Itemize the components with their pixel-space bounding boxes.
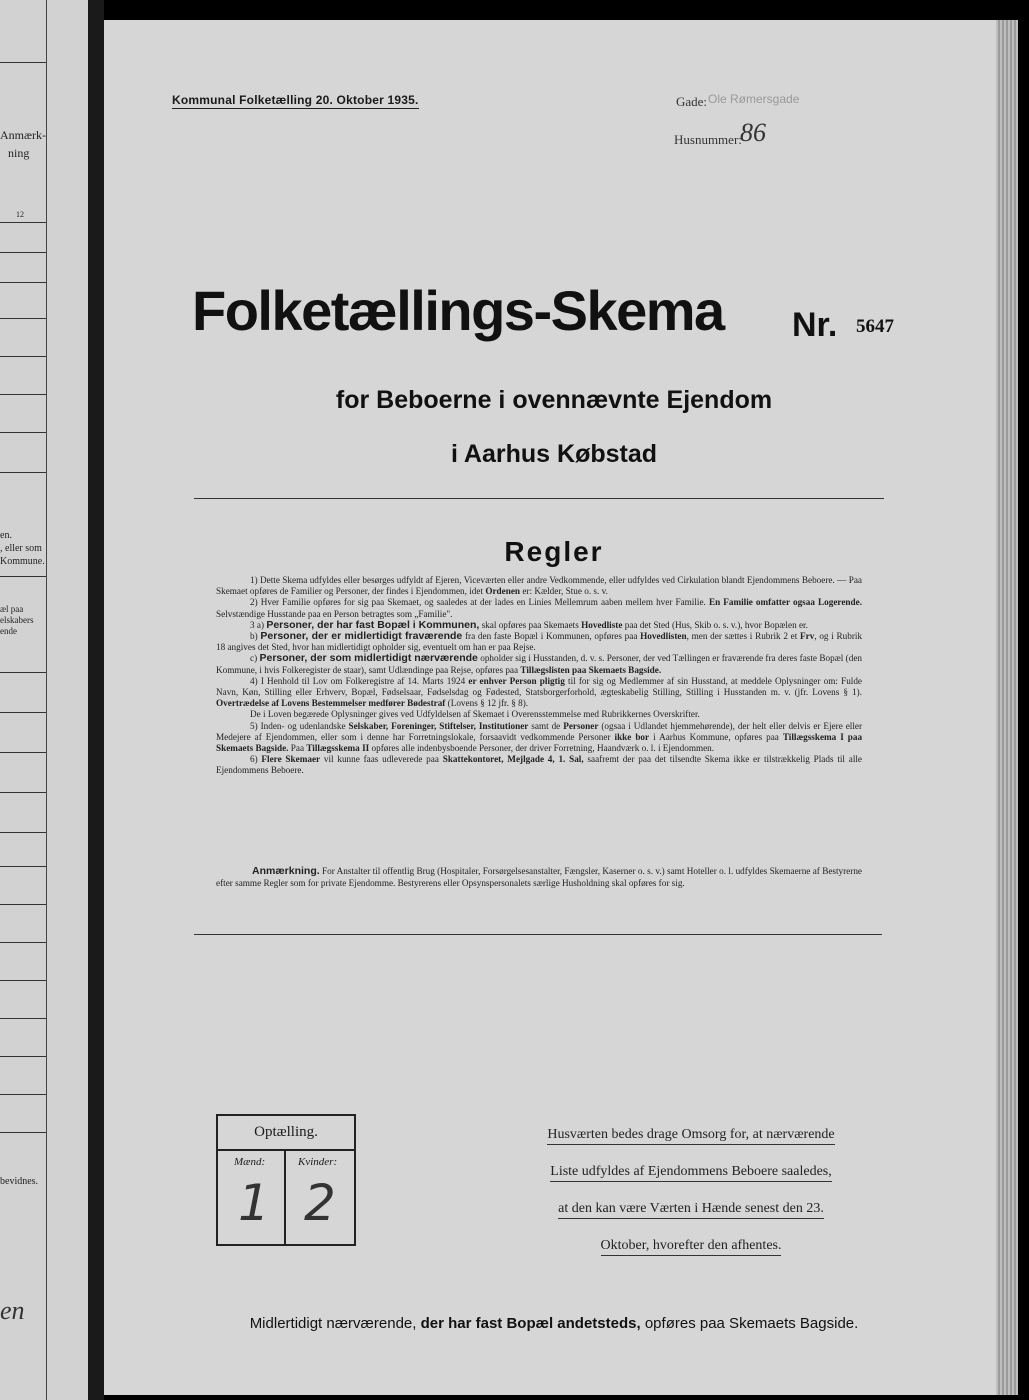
rule-2: 2) Hver Familie opføres for sig paa Skemaet, og saaledes at der lades en Linies Mellemrum aaben mellem hver Familie. En Familie omfatter ogsaa Logerende. Selvstændige Husstande paa en Person betragtes som „Familie". [216,597,862,619]
left-rule [0,1056,46,1057]
left-rule [0,318,46,319]
notice-line: Liste udfyldes af Ejendommens Beboere saaledes, [550,1163,831,1182]
left-handwriting: en [0,1296,25,1325]
left-rule [0,62,46,63]
landlord-notice [522,1120,860,1268]
footer-note: Midlertidigt nærværende, der har fast Bopæl andetsteds, opføres paa Skemaets Bagside. [249,1315,859,1332]
note-body: For Anstalter til offentlig Brug (Hospitaler, Forsørgelsesanstalter, Fængsler, Kaserner o. s. v.) samt Hoteller o. l. udfyldes Skemaerne af Bestyrerne efter samme Regler som for private Ejendomme. Bestyrerens eller Opsynspersonalets særlige Husholdning skal opføres for sig. [216,866,862,888]
left-rule [0,672,46,673]
street-value: Ole Rømersgade [708,92,800,106]
left-rule [0,752,46,753]
left-rule [0,712,46,713]
left-rule [0,942,46,943]
men-label: Mænd: [234,1156,266,1168]
left-fragment: ende [0,626,17,636]
census-form-page [104,20,1004,1395]
count-box-rule [284,1150,286,1246]
left-fragment: ning [8,146,30,160]
left-page-divider [46,0,47,1400]
census-heading: Kommunal Folketælling 20. Oktober 1935. [172,93,419,107]
rule-3c: c) Personer, der som midlertidigt nærværende opholder sig i Husstanden, d. v. s. Personer, der ved Tællingen er fraværende fra deres faste Bopæl (den Kommune, i hvis Folkeregister de staar), samt Udlændinge paa Rejse, opføres paa Tillægslisten paa Skemaets Bagside. [216,652,863,675]
form-subtitle: for Beboerne i ovennævnte Ejendom [335,386,773,414]
left-rule [0,866,46,867]
left-fragment: æl paa [0,604,24,614]
count-title: Optælling. [254,1124,318,1140]
left-rule [0,1132,46,1133]
notice-line: at den kan være Værten i Hænde senest den 23. [558,1200,824,1219]
left-rule [0,432,46,433]
left-fragment: bevidnes. [0,1176,39,1187]
note-text [216,866,862,889]
notice-line: Oktober, hvorefter den afhentes. [601,1237,782,1256]
left-fragment: Kommune. [0,556,45,567]
left-rule [0,904,46,905]
note-heading: Anmærkning. [252,865,320,877]
left-rule [0,1094,46,1095]
men-count: 1 [238,1174,270,1232]
street-label: Gade: [676,94,708,109]
rule-3a: 3 a) Personer, der har fast Bopæl i Kommunen, skal opføres paa Skemaets Hovedliste paa det Sted (Hus, Skib o. s. v.), hvor Bopælen er. [250,618,808,631]
house-number-label: Husnummer: [674,132,742,147]
left-rule [0,980,46,981]
rules-title: Regler [504,536,604,567]
form-number-value: 5647 [856,316,894,337]
count-box [216,1114,356,1246]
rule-5: 5) Inden- og udenlandske Selskaber, Foreninger, Stiftelser, Institutioner samt de Personer (ogsaa i Udlandet hjemmehørende), der helt eller delvis er Ejere eller Medejere af Ejendommen, eller som i denne har Forretningslokale, forsaavidt vedkommende Personer ikke bor i Aarhus Kommune, opføres paa Tillægsskema I paa Skemaets Bagside. Paa Tillægsskema II opføres alle indenbysboende Personer, der driver Forretning, Haandværk o. l. i Ejendommen. [216,720,863,754]
left-rule [0,472,46,473]
rules-text [216,575,862,777]
divider [194,934,882,935]
left-rule [0,832,46,833]
form-subtitle-city: i Aarhus Købstad [450,440,658,468]
left-fragment: elskabers [0,615,34,625]
left-fragment: , eller som [0,543,42,554]
rule-1: 1) Dette Skema udfyldes eller besørges udfyldt af Ejeren, Viceværten eller andre Vedkommende, eller udfyldes ved Cirkulation blandt Ejendommens Beboere. — Paa Skemaet opføres de Familier og Personer, der findes i Ejendommen, idet Ordenen er: Kælder, Stue o. s. v. [216,575,862,597]
rule-6: 6) Flere Skemaer vil kunne faas udleverede paa Skattekontoret, Mejlgade 4, 1. Sal, saafremt der paa det tilsendte Skema ikke er tilstrækkelig Plads til alle Ejendommens Beboere. [216,754,863,776]
left-rule [0,576,46,577]
left-fragment: 12 [16,210,24,219]
page-edge [996,20,1018,1395]
count-box-rule [218,1149,354,1151]
left-rule [0,252,46,253]
form-number-label: Nr. [792,306,838,344]
rule-4: 4) I Henhold til Lov om Folkeregistre af 14. Marts 1924 er enhver Person pligtig til for sig og Medlemmer af sin Husstand, at meddele Oplysninger om: Fulde Navn, Køn, Stilling eller Erhverv, Bopæl, Fødselsaar, Fødselsdag og Fødested, Statsborgerforhold, ægteskabelig Stilling, Stilling i Husstanden m. v. (jfr. Lovens § 1). Overtrædelse af Lovens Bestemmelser medfører Bødestraf (Lovens § 12 jfr. § 8). [216,675,863,709]
left-fragment: en. [0,530,12,541]
book-gutter [88,0,104,1400]
women-label: Kvinder: [298,1156,338,1168]
rule-3b: b) Personer, der er midlertidigt fraværende fra den faste Bopæl i Kommunen, opføres paa Hovedlisten, men der sættes i Rubrik 2 et Frv, og i Rubrik 18 angives det Sted, hvor han midlertidigt opholder sig, eventuelt om han er paa Rejse. [216,630,863,653]
women-count: 2 [304,1174,336,1232]
form-title: Folketællings-Skema [192,279,724,342]
left-rule [0,282,46,283]
left-rule [0,356,46,357]
left-rule [0,792,46,793]
left-fragment: Anmærk- [0,128,46,142]
left-rule [0,222,46,223]
notice-line: Husværten bedes drage Omsorg for, at nærværende [547,1126,834,1145]
house-number-value: 86 [740,118,766,147]
left-rule [0,1018,46,1019]
rule-4-extra: De i Loven begærede Oplysninger gives ved Udfyldelsen af Skemaet i Overensstemmelse med Rubrikkernes Overskrifter. [250,709,700,720]
left-page-fragment [0,0,88,1400]
left-rule [0,394,46,395]
divider [194,498,884,499]
